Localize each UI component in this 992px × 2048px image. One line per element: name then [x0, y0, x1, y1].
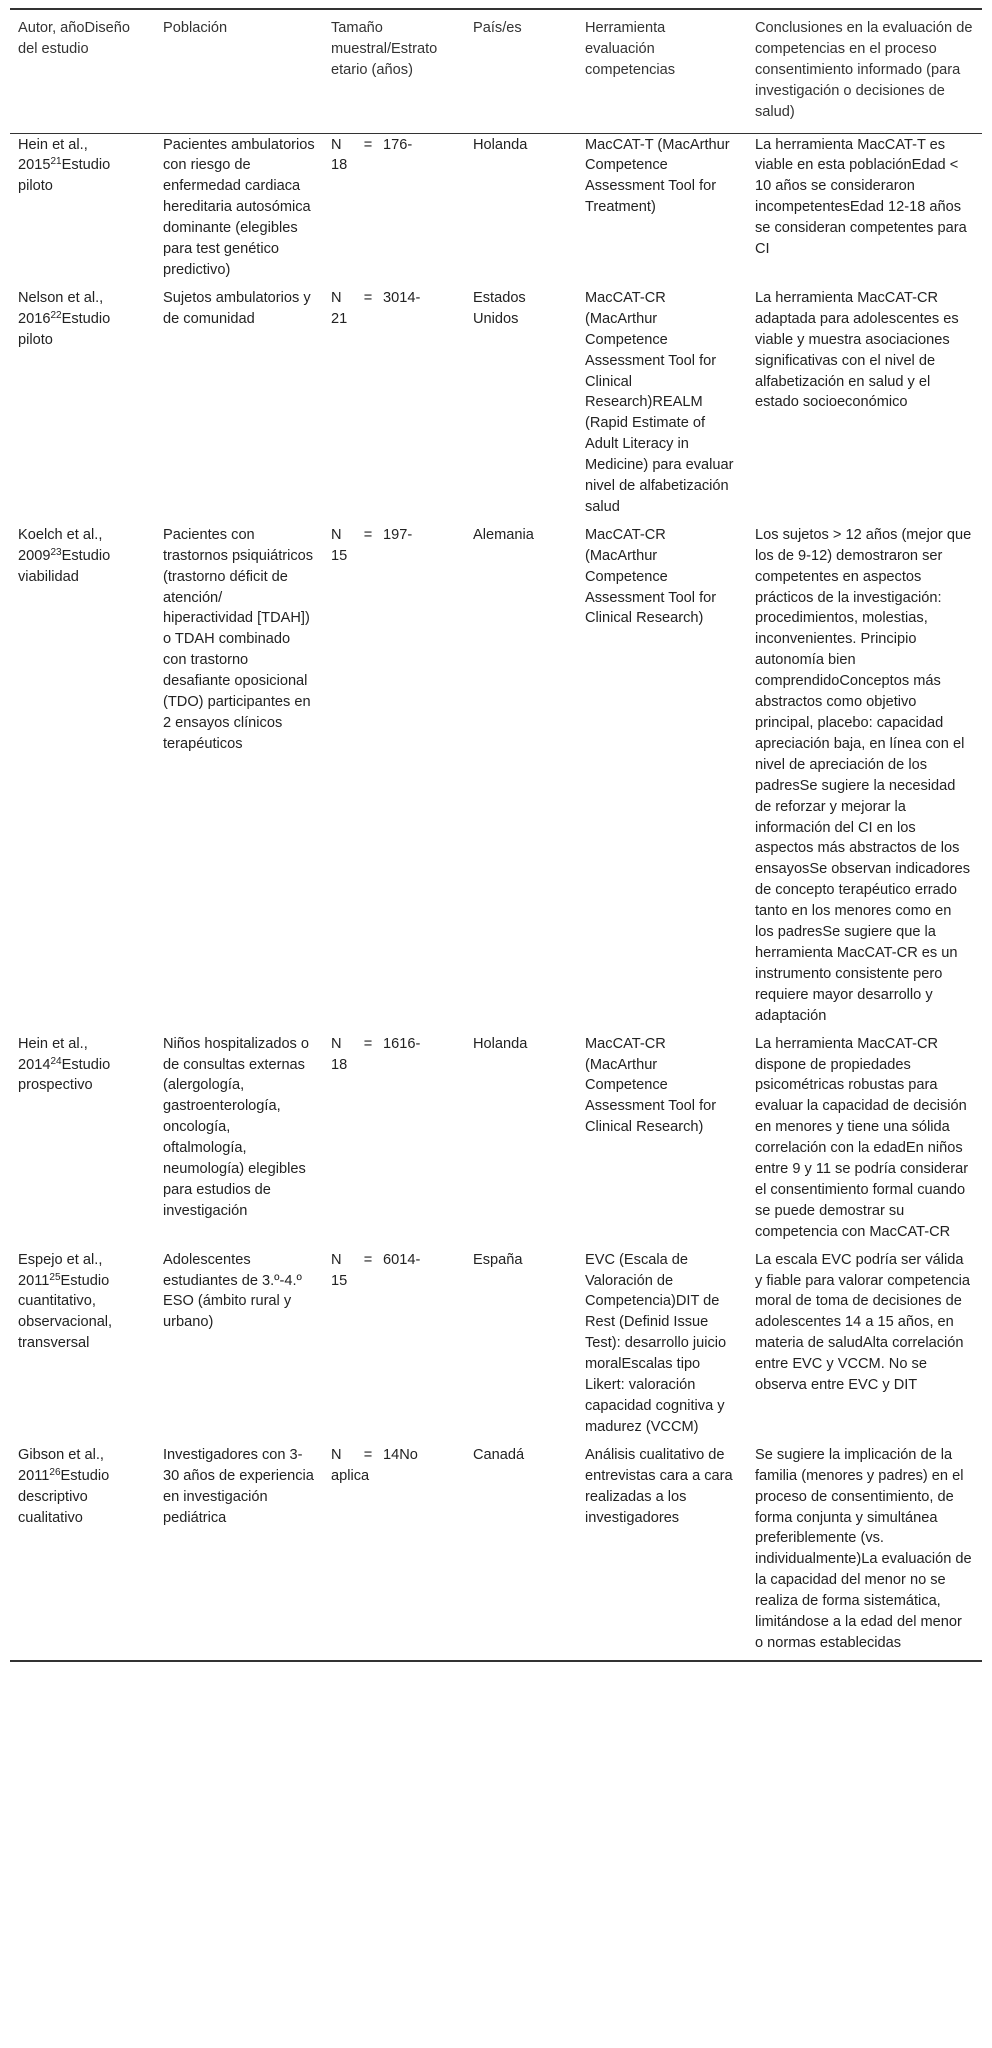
- cell-tool: EVC (Escala de Valoración de Competencia)DIT de Rest (Definid Issue Test): desarrollo juicio moralEscalas tipo Likert: valoración capacidad cognitiva y madurez (VCCM): [585, 1251, 727, 1435]
- reference-number: 21: [50, 156, 62, 168]
- cell-conclusions: La herramienta MacCAT-CR dispone de propiedades psicométricas robustas para evaluar la capacidad de decisión en menores y tiene una sólida correlación con la edadEn niños entre 9 y 11 se podría considerar el consentimiento formal cuando se puede demostrar su competencia con MacCAT-CR: [755, 1035, 969, 1240]
- header-conclusions: Conclusiones en la evaluación de competencias en el proceso consentimiento informado (para investigación o decisiones de salud): [755, 20, 973, 120]
- header-row: [10, 9, 982, 133]
- author-name: Koelch et al., 2009: [18, 526, 103, 564]
- cell-author: [10, 133, 155, 287]
- table-header: [10, 9, 982, 133]
- cell-sample: [323, 1033, 465, 1249]
- sample-n-label: N: [331, 526, 342, 543]
- sample-age-range: aplica: [331, 1467, 370, 1484]
- reference-number: 26: [49, 1466, 61, 1478]
- cell-author: [10, 1249, 155, 1444]
- cell-tool: Análisis cualitativo de entrevistas cara a cara realizadas a los investigadores: [585, 1446, 733, 1526]
- header-tool: Herramienta evaluación competencias: [585, 20, 676, 78]
- cell-sample: [323, 524, 465, 1033]
- sample-equals: =: [363, 136, 373, 153]
- sample-equals: =: [363, 289, 373, 306]
- cell-sample: [323, 1249, 465, 1444]
- cell-sample: [323, 287, 465, 524]
- cell-author: [10, 1033, 155, 1249]
- author-name: Gibson et al., 2011: [18, 1446, 104, 1484]
- sample-age-range: 21: [331, 310, 348, 327]
- studies-table: [10, 8, 982, 1662]
- sample-line: [331, 1034, 457, 1055]
- reference-number: 25: [49, 1271, 61, 1283]
- study-design: Estudio viabilidad: [18, 547, 111, 585]
- sample-value: 1616-: [383, 1035, 421, 1052]
- cell-author: [10, 1444, 155, 1661]
- cell-conclusions: Los sujetos > 12 años (mejor que los de 9-12) demostraron ser competentes en aspectos prácticos de la investigación: procedimientos, molestias, inconvenientes. Principio autonomía bien comprendidoConceptos más abstractos como objetivo principal, placebo: capacidad apreciación baja, en línea con el nivel de apreciación de los padresSe sugiere la necesidad de reforzar y mejorar la información del CI en los aspectos más abstractos de los ensayosSe observan indicadores de concepto terapéutico errado tanto en los menores como en los padresSe sugiere que la herramienta MacCAT-CR es un instrumento consistente pero requiere mayor desarrollo y adaptación: [755, 526, 972, 1024]
- sample-value: 3014-: [383, 289, 421, 306]
- cell-population: Pacientes con trastornos psiquiátricos (trastorno déficit de atención/ hiperactividad [TDAH]) o TDAH combinado con trastorno desafiante oposicional (TDO) participantes en 2 ensayos clínicos terapéuticos: [163, 526, 314, 752]
- sample-age-range: 18: [331, 1056, 348, 1073]
- cell-country: Holanda: [473, 136, 528, 153]
- cell-population: Pacientes ambulatorios con riesgo de enfermedad cardiaca hereditaria autosómica dominante (elegibles para test genético predictivo): [163, 136, 315, 278]
- reference-number: 22: [50, 309, 62, 321]
- header-population: Población: [163, 20, 228, 36]
- cell-population: Niños hospitalizados o de consultas externas (alergología, gastroenterología, oncología, oftalmología, neumología) elegibles para estudios de investigación: [163, 1035, 310, 1219]
- sample-n-label: N: [331, 1251, 342, 1268]
- header-sample: Tamaño muestral/Estrato etario (años): [331, 20, 438, 78]
- cell-author: [10, 524, 155, 1033]
- cell-conclusions: La herramienta MacCAT-CR adaptada para adolescentes es viable y muestra asociaciones significativas con el nivel de alfabetización en salud y el estado socioeconómico: [755, 289, 959, 411]
- study-design: Estudio piloto: [18, 157, 111, 195]
- cell-population: Adolescentes estudiantes de 3.º-4.º ESO (ámbito rural y urbano): [163, 1251, 302, 1331]
- sample-line: [331, 135, 457, 156]
- cell-tool: MacCAT-CR (MacArthur Competence Assessment Tool for Clinical Research)REALM (Rapid Estimate of Adult Literacy in Medicine) para evaluar nivel de alfabetización salud: [585, 289, 734, 515]
- study-design: Estudio prospectivo: [18, 1056, 111, 1094]
- author-name: Espejo et al., 2011: [18, 1251, 103, 1289]
- author-name: Nelson et al., 2016: [18, 289, 104, 327]
- sample-value: 176-: [383, 136, 413, 153]
- sample-equals: =: [363, 526, 373, 543]
- cell-conclusions: La escala EVC podría ser válida y fiable para valorar competencia moral de toma de decisiones de adolescentes 14 a 15 años, en materia de saludAlta correlación entre EVC y VCCM. No se observa entre EVC y DIT: [755, 1251, 970, 1394]
- header-country: País/es: [473, 20, 522, 36]
- header-author: Autor, añoDiseño del estudio: [18, 20, 130, 57]
- cell-author: [10, 287, 155, 524]
- sample-equals: =: [363, 1035, 373, 1052]
- studies-table-container: [10, 8, 982, 1662]
- cell-tool: MacCAT-T (MacArthur Competence Assessment Tool for Treatment): [585, 136, 730, 216]
- sample-equals: =: [363, 1251, 373, 1268]
- cell-population: Sujetos ambulatorios y de comunidad: [163, 289, 311, 327]
- cell-country: Holanda: [473, 1035, 528, 1052]
- table-body: [10, 133, 982, 1661]
- cell-population: Investigadores con 3-30 años de experiencia en investigación pediátrica: [163, 1446, 314, 1526]
- table-row: [10, 1444, 982, 1661]
- sample-value: 197-: [383, 526, 413, 543]
- cell-sample: [323, 133, 465, 287]
- cell-tool: MacCAT-CR (MacArthur Competence Assessment Tool for Clinical Research): [585, 526, 717, 627]
- sample-value: 14No: [383, 1446, 418, 1463]
- cell-country: Estados Unidos: [473, 289, 526, 327]
- cell-sample: [323, 1444, 465, 1661]
- sample-line: [331, 1445, 457, 1466]
- cell-conclusions: La herramienta MacCAT-T es viable en esta poblaciónEdad < 10 años se consideraron incompetentesEdad 12-18 años se consideran competentes para CI: [755, 136, 967, 258]
- sample-age-range: 18: [331, 157, 348, 174]
- study-design: Estudio descriptivo cualitativo: [18, 1467, 110, 1526]
- sample-line: [331, 1250, 457, 1271]
- sample-age-range: 15: [331, 547, 348, 564]
- reference-number: 24: [50, 1055, 62, 1067]
- cell-country: España: [473, 1251, 523, 1268]
- author-name: Hein et al., 2015: [18, 136, 88, 174]
- sample-age-range: 15: [331, 1272, 348, 1289]
- sample-n-label: N: [331, 136, 342, 153]
- table-row: [10, 133, 982, 287]
- sample-line: [331, 525, 457, 546]
- cell-country: Canadá: [473, 1446, 525, 1463]
- cell-tool: MacCAT-CR (MacArthur Competence Assessment Tool for Clinical Research): [585, 1035, 717, 1136]
- table-row: [10, 524, 982, 1033]
- sample-line: [331, 288, 457, 309]
- sample-n-label: N: [331, 1446, 342, 1463]
- cell-conclusions: Se sugiere la implicación de la familia (menores y padres) en el proceso de consentimiento, de forma conjunta y simultánea preferiblemente (vs. individualmente)La evaluación de la capacidad del menor no se realiza de forma sistemática, limitándose a la edad del menor o normas establecidas: [755, 1446, 972, 1651]
- table-row: [10, 287, 982, 524]
- study-design: Estudio cuantitativo, observacional, transversal: [18, 1272, 113, 1352]
- cell-country: Alemania: [473, 526, 534, 543]
- sample-n-label: N: [331, 1035, 342, 1052]
- sample-equals: =: [363, 1446, 373, 1463]
- author-name: Hein et al., 2014: [18, 1035, 88, 1073]
- table-row: [10, 1033, 982, 1249]
- reference-number: 23: [50, 546, 62, 558]
- sample-value: 6014-: [383, 1251, 421, 1268]
- study-design: Estudio piloto: [18, 310, 111, 348]
- table-row: [10, 1249, 982, 1444]
- sample-n-label: N: [331, 289, 342, 306]
